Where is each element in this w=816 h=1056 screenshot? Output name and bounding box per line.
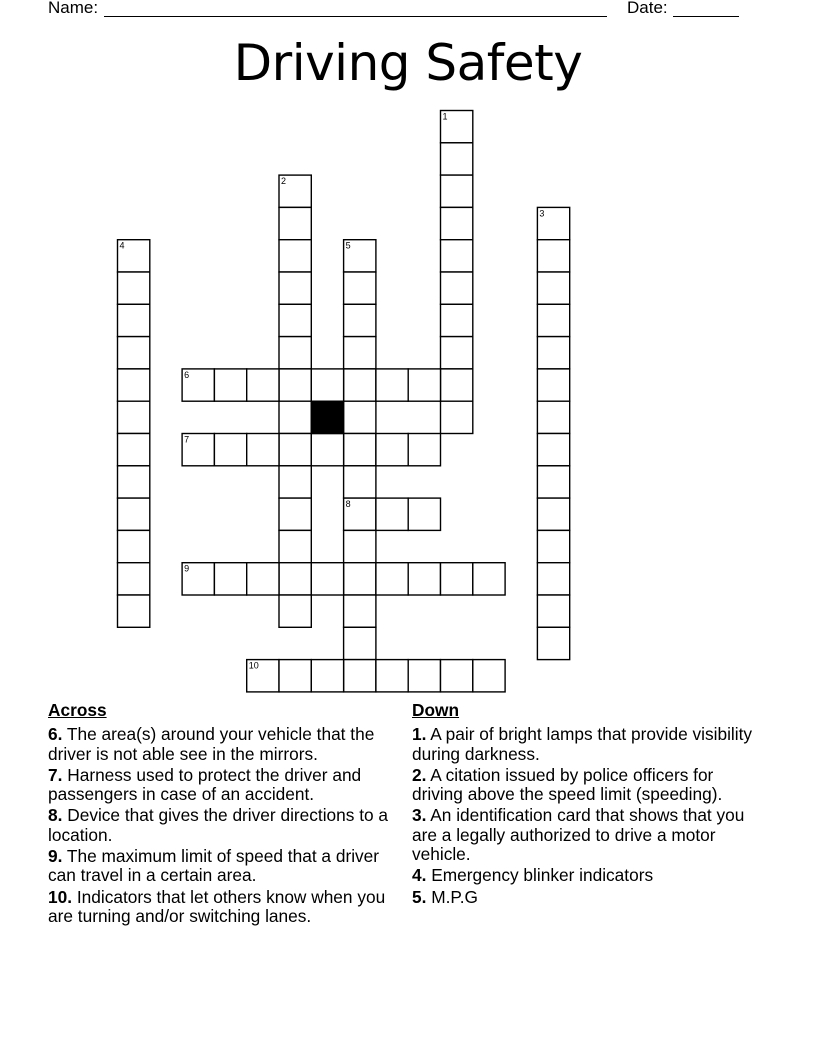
clue-text: Indicators that let others know when you are turning and/or switching lanes. <box>48 886 386 926</box>
grid-cell[interactable] <box>118 498 150 530</box>
grid-cell[interactable] <box>537 627 569 659</box>
clue-number: 1. <box>412 724 427 745</box>
clue-text: A citation issued by police officers for driving above the speed limit (speeding). <box>412 764 723 805</box>
grid-cell[interactable] <box>441 401 473 433</box>
grid-cell[interactable] <box>118 272 150 304</box>
grid-cell[interactable] <box>279 563 311 595</box>
grid-cell[interactable] <box>118 401 150 433</box>
clue-number-label: 10 <box>248 660 259 671</box>
clue-number-label: 6 <box>184 369 190 380</box>
grid-cell[interactable] <box>279 434 311 466</box>
page-title: Driving Safety <box>233 34 583 92</box>
grid-cell[interactable] <box>214 563 246 595</box>
grid-cell[interactable] <box>311 434 343 466</box>
clue-text: Harness used to protect the driver and passengers in case of an accident. <box>48 764 362 805</box>
clue-number-label: 8 <box>345 499 351 510</box>
grid-cell[interactable] <box>279 660 311 692</box>
grid-cell[interactable] <box>279 240 311 272</box>
grid-cell[interactable] <box>344 563 376 595</box>
grid-cell[interactable] <box>344 337 376 369</box>
grid-cell[interactable] <box>214 434 246 466</box>
clue-across-6 <box>48 725 400 764</box>
grid-cell[interactable] <box>279 498 311 530</box>
grid-cell[interactable] <box>279 304 311 336</box>
grid-cell[interactable] <box>118 304 150 336</box>
clue-number-label: 7 <box>184 434 190 445</box>
clue-number-label: 9 <box>184 563 190 574</box>
grid-block <box>311 401 343 433</box>
grid-cell[interactable] <box>311 563 343 595</box>
grid-cell[interactable] <box>344 369 376 401</box>
clue-number: 10. <box>48 886 73 907</box>
grid-cell[interactable] <box>247 434 279 466</box>
clue-number-label: 4 <box>119 240 125 251</box>
clue-down-1 <box>412 725 762 764</box>
clue-text: The maximum limit of speed that a driver can travel in a certain area. <box>48 846 380 886</box>
grid-cell[interactable] <box>118 434 150 466</box>
name-label: Name: <box>48 0 99 17</box>
clue-number: 7. <box>48 764 63 785</box>
clue-number: 9. <box>48 846 63 867</box>
clue-text: An identification card that shows that you are a legally authorized to drive a motor vehicle. <box>412 805 745 865</box>
clue-text: Emergency blinker indicators <box>426 865 654 886</box>
grid-cell[interactable] <box>279 207 311 239</box>
clue-text: Device that gives the driver directions to a location. <box>48 805 389 845</box>
grid-cell[interactable] <box>279 369 311 401</box>
grid-cell[interactable] <box>279 530 311 562</box>
clue-across-7 <box>48 766 400 805</box>
down-heading: Down <box>412 700 460 720</box>
grid-cell[interactable] <box>441 563 473 595</box>
across-clues <box>48 701 400 928</box>
grid-cell[interactable] <box>537 240 569 272</box>
grid-cell[interactable] <box>118 369 150 401</box>
clue-number: 4. <box>412 865 427 886</box>
grid-cell[interactable] <box>408 660 440 692</box>
clue-number: 8. <box>48 805 63 826</box>
grid-cell[interactable] <box>408 434 440 466</box>
clue-number: 5. <box>412 886 427 907</box>
grid-cell[interactable] <box>118 563 150 595</box>
grid-cell[interactable] <box>247 563 279 595</box>
grid-cell[interactable] <box>279 272 311 304</box>
grid-cell[interactable] <box>441 240 473 272</box>
grid-cell[interactable] <box>311 660 343 692</box>
grid-cell[interactable] <box>537 401 569 433</box>
grid-cell[interactable] <box>537 595 569 627</box>
grid-cell[interactable] <box>537 498 569 530</box>
clue-across-8 <box>48 806 400 845</box>
date-label: Date: <box>627 0 668 17</box>
grid-cell[interactable] <box>376 434 408 466</box>
clue-text: The area(s) around your vehicle that the driver is not able see in the mirrors. <box>48 724 375 764</box>
grid-cell[interactable] <box>408 369 440 401</box>
grid-cell[interactable] <box>344 401 376 433</box>
clue-down-4 <box>412 866 762 885</box>
clue-number: 2. <box>412 764 427 785</box>
clue-text: M.P.G <box>426 886 478 907</box>
grid-cell[interactable] <box>376 660 408 692</box>
clue-across-10 <box>48 888 400 927</box>
across-heading: Across <box>48 700 107 720</box>
grid-cell[interactable] <box>344 595 376 627</box>
clue-down-2 <box>412 766 762 805</box>
grid-cell[interactable] <box>441 143 473 175</box>
grid-cell[interactable] <box>118 595 150 627</box>
grid-cell[interactable] <box>118 466 150 498</box>
grid-cell[interactable] <box>441 272 473 304</box>
grid-cell[interactable] <box>344 627 376 659</box>
grid-cell[interactable] <box>408 498 440 530</box>
grid-cell[interactable] <box>279 595 311 627</box>
clue-number-label: 3 <box>539 208 545 219</box>
grid-cell[interactable] <box>311 369 343 401</box>
grid-cell[interactable] <box>344 304 376 336</box>
grid-cell[interactable] <box>441 304 473 336</box>
grid-cell[interactable] <box>344 466 376 498</box>
grid-cell[interactable] <box>441 175 473 207</box>
grid-cell[interactable] <box>537 563 569 595</box>
grid-cell[interactable] <box>279 401 311 433</box>
clue-number: 6. <box>48 724 63 745</box>
down-clues <box>412 701 762 909</box>
clue-down-3 <box>412 806 762 864</box>
grid-cell[interactable] <box>344 530 376 562</box>
grid-cell[interactable] <box>537 466 569 498</box>
grid-cell[interactable] <box>118 530 150 562</box>
clue-down-5 <box>412 888 762 907</box>
grid-cell[interactable] <box>537 369 569 401</box>
grid-cell[interactable] <box>344 434 376 466</box>
clue-text: A pair of bright lamps that provide visibility during darkness. <box>412 724 753 764</box>
grid-cell[interactable] <box>344 660 376 692</box>
grid-cell[interactable] <box>537 337 569 369</box>
clue-number: 3. <box>412 805 427 826</box>
grid-cell[interactable] <box>473 660 505 692</box>
grid-cell[interactable] <box>247 369 279 401</box>
grid-cell[interactable] <box>537 304 569 336</box>
grid-cell[interactable] <box>537 530 569 562</box>
grid-cell[interactable] <box>376 563 408 595</box>
grid-cell[interactable] <box>537 272 569 304</box>
grid-cell[interactable] <box>279 466 311 498</box>
grid-cell[interactable] <box>408 563 440 595</box>
grid-cell[interactable] <box>344 272 376 304</box>
grid-cell[interactable] <box>279 337 311 369</box>
clue-number-label: 1 <box>442 111 448 122</box>
grid-cell[interactable] <box>214 369 246 401</box>
grid-cell[interactable] <box>473 563 505 595</box>
clue-across-9 <box>48 847 400 886</box>
grid-cell[interactable] <box>441 369 473 401</box>
grid-cell[interactable] <box>441 660 473 692</box>
grid-cell[interactable] <box>376 498 408 530</box>
clue-number-label: 5 <box>345 240 351 251</box>
grid-cell[interactable] <box>537 434 569 466</box>
grid-cell[interactable] <box>441 207 473 239</box>
grid-cell[interactable] <box>441 337 473 369</box>
grid-cell[interactable] <box>376 369 408 401</box>
grid-cell[interactable] <box>118 337 150 369</box>
clue-number-label: 2 <box>281 176 287 187</box>
